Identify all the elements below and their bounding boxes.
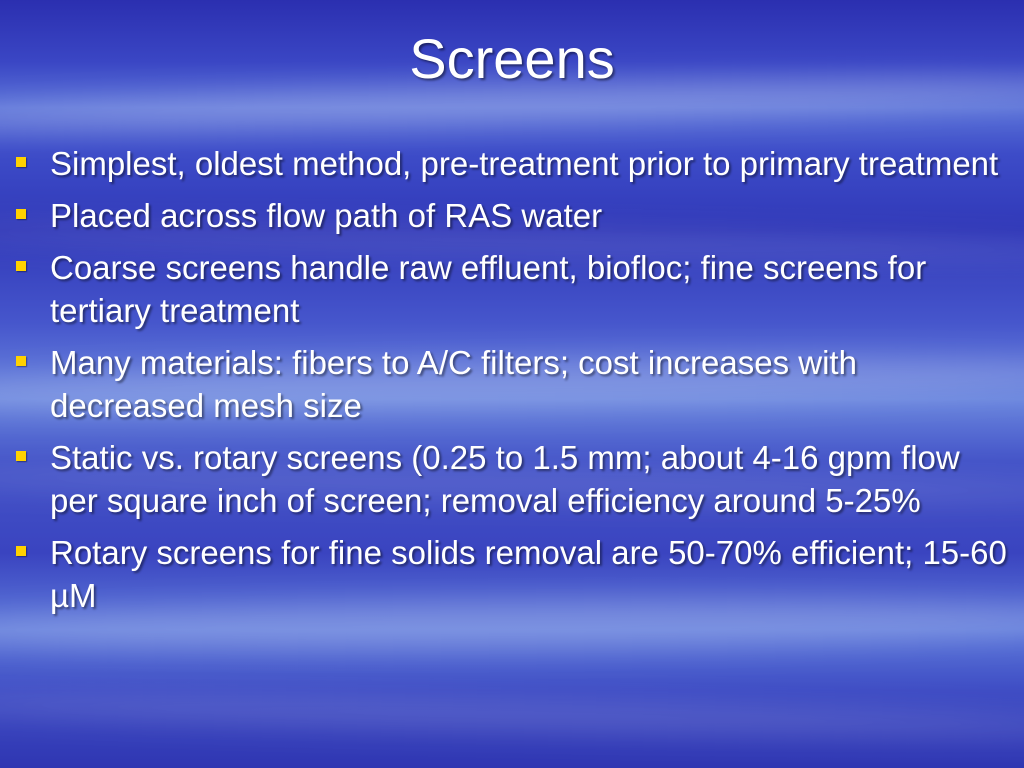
square-bullet-icon [16, 209, 26, 219]
bullet-text: Static vs. rotary screens (0.25 to 1.5 mm; about 4-16 gpm flow per square inch of screen; removal efficiency around 5-25% [50, 439, 960, 519]
square-bullet-icon [16, 451, 26, 461]
bullet-item [14, 194, 1014, 237]
square-bullet-icon [16, 157, 26, 167]
bullet-item [14, 142, 1014, 185]
square-bullet-icon [16, 261, 26, 271]
bullet-text: Many materials: fibers to A/C filters; cost increases with decreased mesh size [50, 344, 857, 424]
square-bullet-icon [16, 546, 26, 556]
background-streak [0, 687, 1024, 743]
bullet-item [14, 246, 1014, 332]
slide-title: Screens [409, 27, 615, 90]
bullet-item [14, 531, 1014, 617]
bullet-text: Simplest, oldest method, pre-treatment prior to primary treatment [50, 145, 999, 182]
bullet-text: Coarse screens handle raw effluent, biofloc; fine screens for tertiary treatment [50, 249, 927, 329]
bullet-list [14, 142, 1014, 626]
bullet-item [14, 341, 1014, 427]
bullet-text: Placed across flow path of RAS water [50, 197, 603, 234]
square-bullet-icon [16, 356, 26, 366]
bullet-item [14, 436, 1014, 522]
bullet-text: Rotary screens for fine solids removal are 50-70% efficient; 15-60 µM [50, 534, 1007, 614]
